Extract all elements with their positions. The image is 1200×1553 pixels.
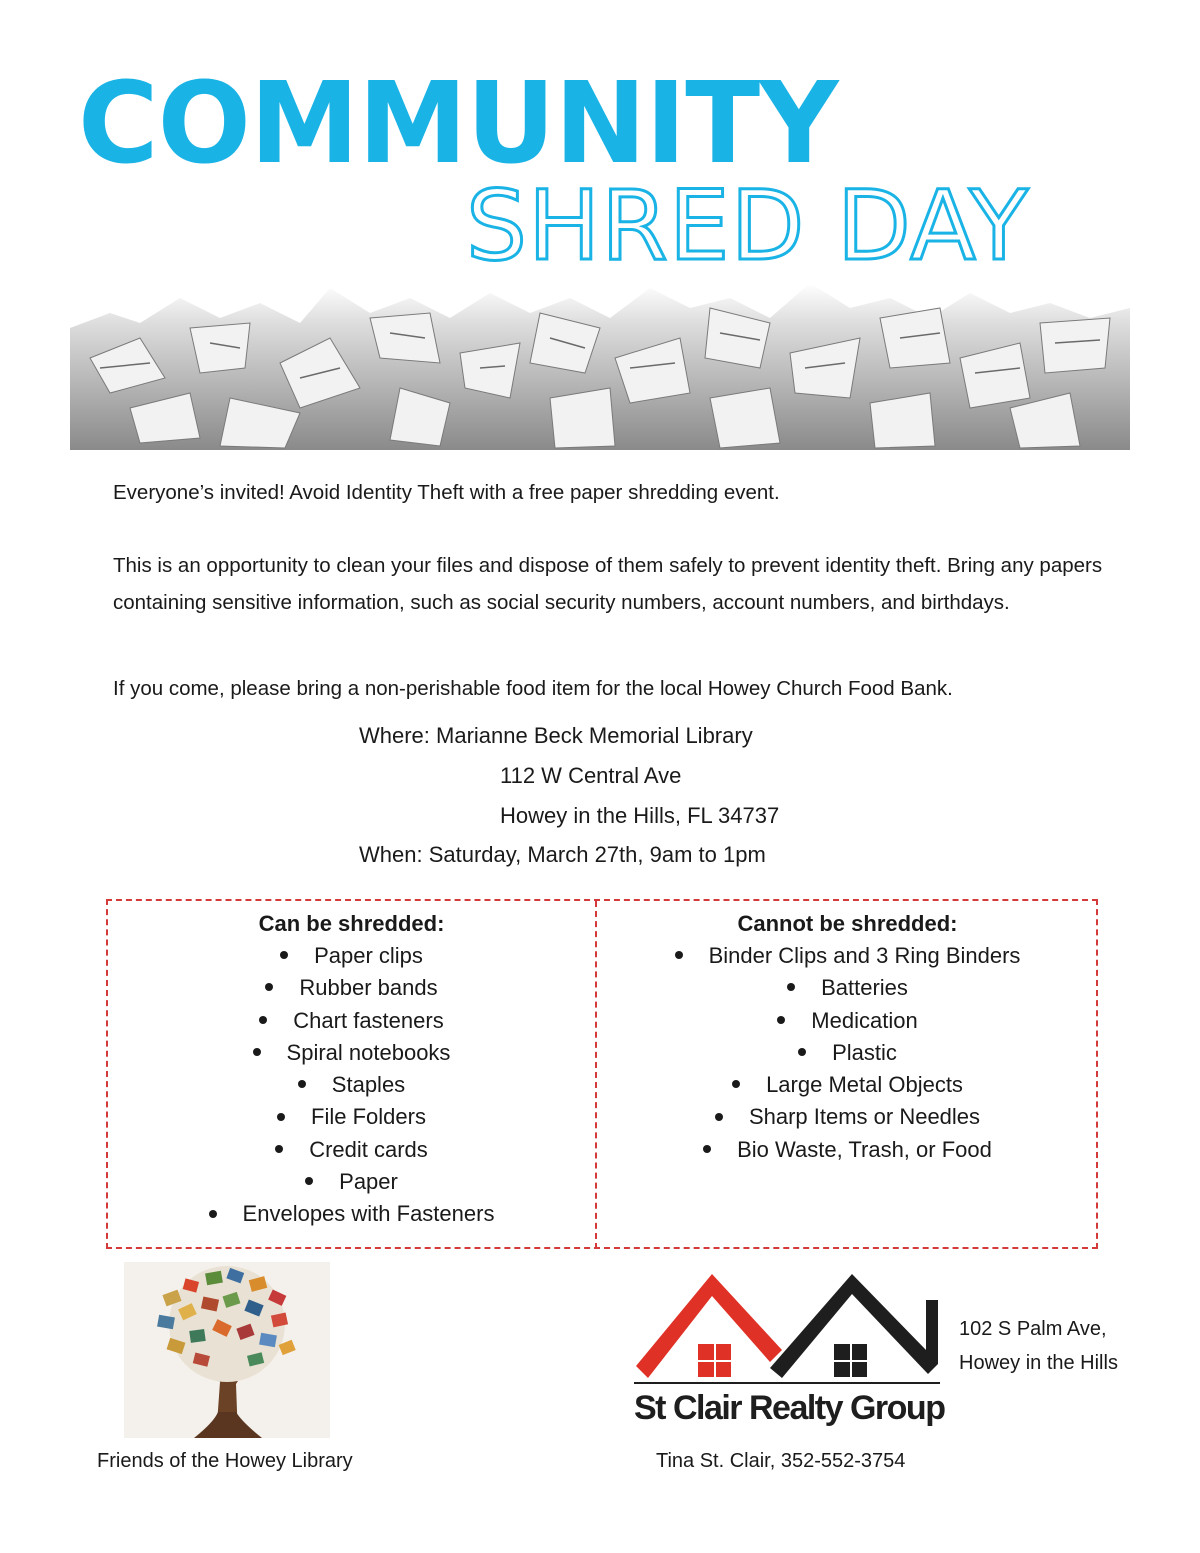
list-item (597, 1005, 1098, 1037)
list-item (108, 940, 595, 972)
list-item (108, 1037, 595, 1069)
bullet-icon (675, 951, 683, 959)
can-shred-list (108, 940, 595, 1231)
bullet-icon (787, 983, 795, 991)
list-item-label: Plastic (832, 1039, 897, 1065)
list-item-label: Spiral notebooks (286, 1039, 451, 1065)
cannot-shred-heading: Cannot be shredded: (737, 911, 958, 936)
bullet-icon (265, 983, 273, 991)
when-line: When: Saturday, March 27th, 9am to 1pm (359, 842, 766, 867)
details-text: This is an opportunity to clean your files and dispose of them safely to prevent identity theft. Bring any papers containing sensitive information, such as social security numbers, account numbers, and birthdays. (113, 554, 1103, 614)
shredded-paper-banner (70, 268, 1130, 450)
list-item (108, 1198, 595, 1230)
list-item (597, 940, 1098, 972)
where-line: Where: Marianne Beck Memorial Library (359, 723, 753, 748)
list-item-label: Credit cards (309, 1136, 428, 1162)
list-item-label: Paper clips (314, 943, 423, 968)
bullet-icon (275, 1145, 283, 1153)
can-shred-column (108, 908, 595, 1231)
list-item (108, 1069, 595, 1101)
realty-contact: Tina St. Clair, 352-552-3754 (656, 1450, 906, 1472)
list-item-label: Paper (339, 1169, 398, 1195)
bullet-icon (703, 1145, 711, 1153)
bullet-icon (298, 1080, 306, 1088)
bullet-icon (280, 951, 288, 959)
bullet-icon (732, 1080, 740, 1088)
list-item-label: File Folders (311, 1104, 426, 1130)
list-item (108, 1101, 595, 1133)
title-community: COMMUNITY (78, 59, 838, 189)
list-item-label: Large Metal Objects (766, 1072, 963, 1098)
food-bank-text: If you come, please bring a non-perishable food item for the local Howey Church Food Bank. (113, 677, 953, 700)
list-item (108, 1005, 595, 1037)
list-item-label: Staples (331, 1072, 406, 1098)
list-item-label: Envelopes with Fasteners (242, 1201, 495, 1227)
list-item-label: Chart fasteners (293, 1007, 444, 1033)
library-caption: Friends of the Howey Library (97, 1450, 353, 1472)
bullet-icon (715, 1113, 723, 1121)
address-line-1: 112 W Central Ave (500, 763, 682, 788)
list-item (597, 1101, 1098, 1133)
library-tree-logo (124, 1262, 330, 1438)
bullet-icon (253, 1048, 261, 1056)
realty-name: St Clair Realty Group (634, 1389, 945, 1427)
list-item (597, 1134, 1098, 1166)
cannot-shred-column (597, 908, 1098, 1166)
realty-address: 102 S Palm Ave, Howey in the Hills (959, 1318, 1118, 1374)
bullet-icon (277, 1113, 285, 1121)
list-item-label: Batteries (821, 975, 908, 1001)
list-item (597, 1037, 1098, 1069)
list-item (108, 1134, 595, 1166)
list-item-label: Binder Clips and 3 Ring Binders (708, 943, 1021, 968)
list-item (597, 972, 1098, 1004)
address-line-2: Howey in the Hills, FL 34737 (500, 803, 780, 828)
bullet-icon (777, 1016, 785, 1024)
list-item (108, 1166, 595, 1198)
list-item-label: Rubber bands (299, 975, 438, 1001)
list-item (597, 1069, 1098, 1101)
title-shred-day: SHRED DAY (466, 170, 1030, 282)
bullet-icon (305, 1177, 313, 1185)
can-shred-heading: Can be shredded: (258, 911, 445, 936)
bullet-icon (798, 1048, 806, 1056)
list-item-label: Sharp Items or Needles (748, 1104, 981, 1130)
list-item (108, 972, 595, 1004)
list-item-label: Bio Waste, Trash, or Food (737, 1136, 992, 1162)
invite-text: Everyone’s invited! Avoid Identity Theft with a free paper shredding event. (113, 481, 780, 504)
bullet-icon (259, 1016, 267, 1024)
list-item-label: Medication (811, 1007, 918, 1033)
bullet-icon (209, 1210, 217, 1218)
cannot-shred-list (597, 940, 1098, 1166)
